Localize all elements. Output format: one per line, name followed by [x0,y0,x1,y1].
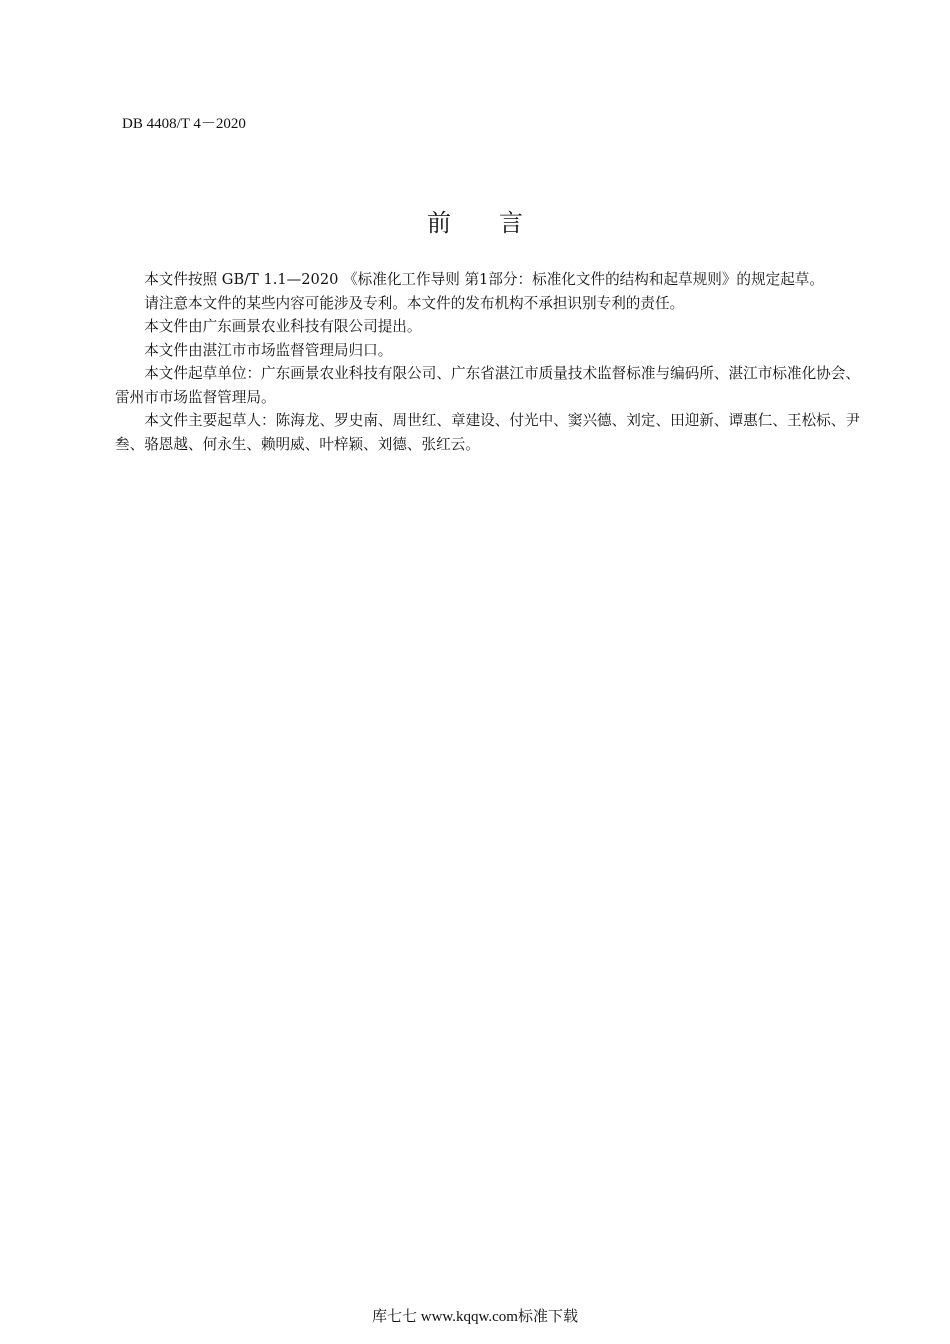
foreword-body [115,268,860,456]
paragraph-proposer: 本文件由广东画景农业科技有限公司提出。 [144,318,422,335]
paragraph-administrator: 本文件由湛江市市场监督管理局归口。 [144,341,393,359]
footer-watermark: 库七七 www.kqqw.com标准下载 [372,1309,578,1325]
paragraph-drafters: 本文件主要起草人：陈海龙、罗史南、周世红、章建设、付光中、窦兴德、刘定、田迎新、谭惠仁、王松标、尹叁、骆恩越、何永生、赖明威、叶梓颖、刘德、张红云。 [115,412,860,453]
paragraph-drafting-rules: 本文件按照 GB/T 1.1—2020 《标准化工作导则 第1部分：标准化文件的结构和起草规则》的规定起草。 [144,271,824,288]
page-title: 前 言 [427,209,523,238]
paragraph-patent-notice: 请注意本文件的某些内容可能涉及专利。本文件的发布机构不承担识别专利的责任。 [144,294,685,312]
document-code: DB 4408/T 4－2020 [122,116,246,132]
paragraph-drafting-units: 本文件起草单位：广东画景农业科技有限公司、广东省湛江市质量技术监督标准与编码所、湛江市标准化协会、雷州市市场监督管理局。 [115,365,860,406]
